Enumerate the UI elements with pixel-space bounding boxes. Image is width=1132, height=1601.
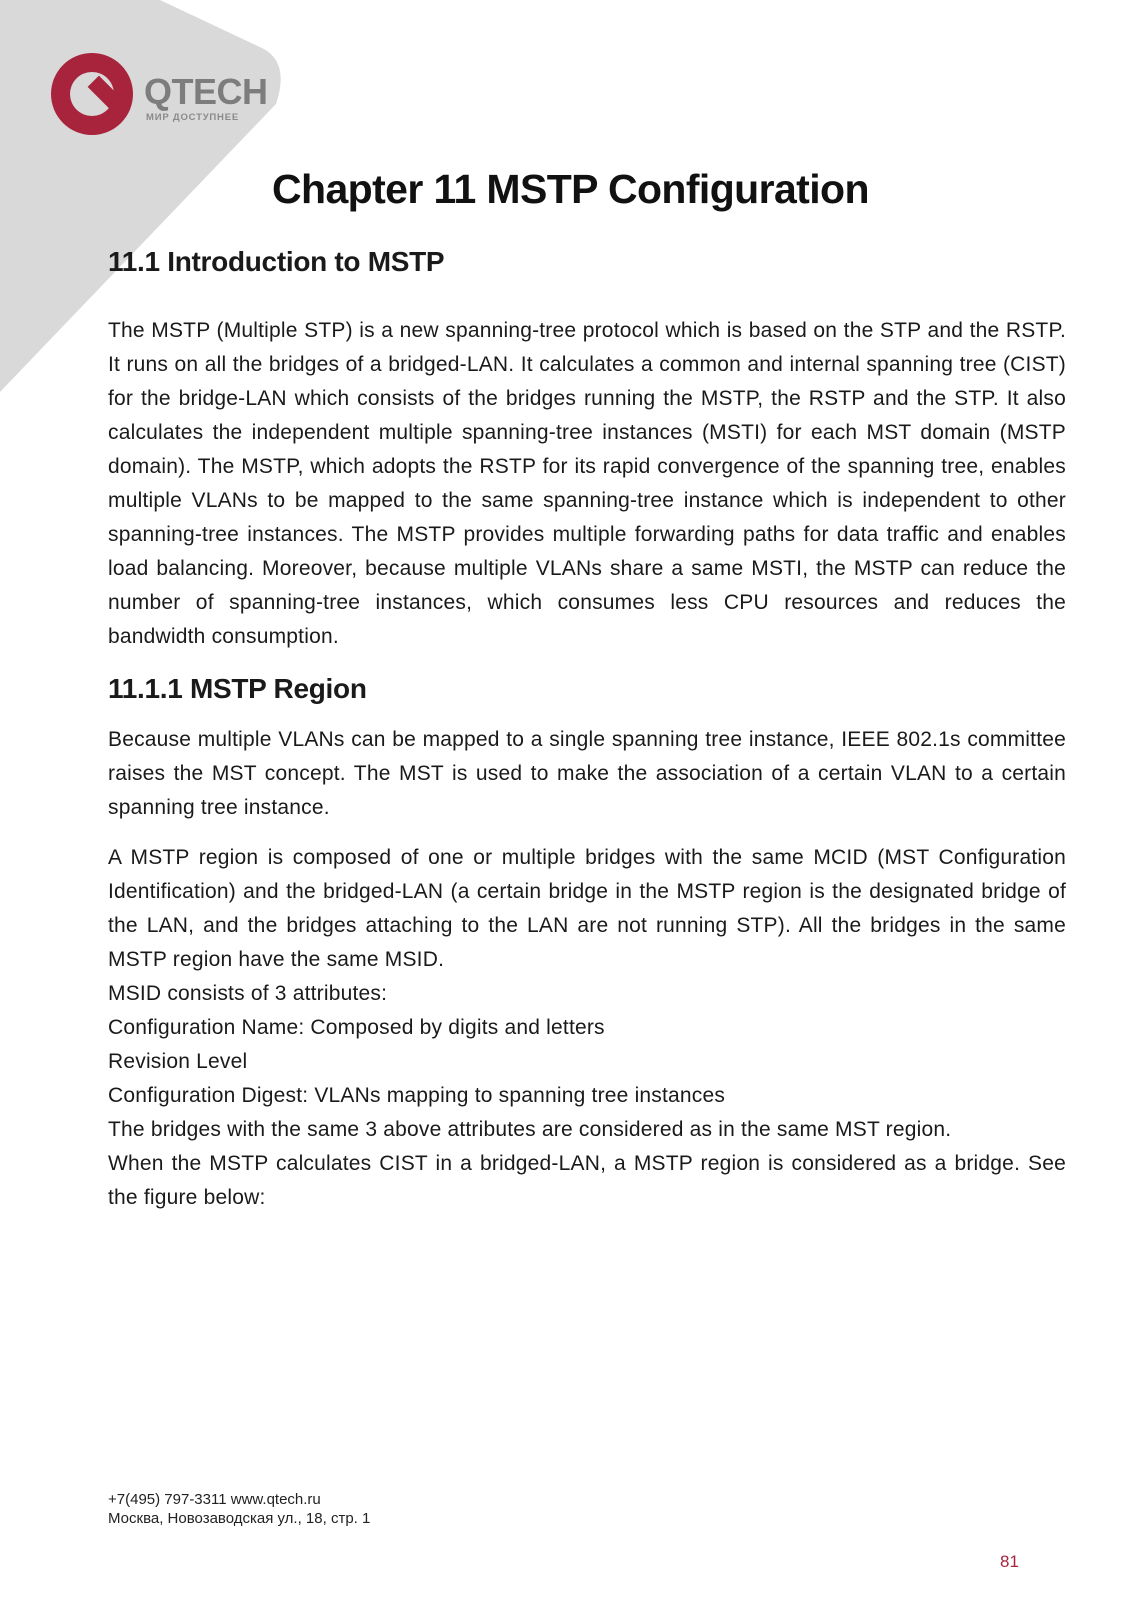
qtech-logo-icon [50, 52, 134, 136]
qtech-logo [50, 52, 290, 140]
footer-address: Москва, Новозаводская ул., 18, стр. 1 [108, 1510, 371, 1527]
text-line: Configuration Digest: VLANs mapping to spanning tree instances [108, 1084, 726, 1107]
footer-contact: +7(495) 797-3311 www.qtech.ru [108, 1491, 321, 1508]
chapter-title: Chapter 11 MSTP Configuration [272, 166, 869, 212]
subsection-lines [108, 841, 1066, 1215]
text-line: When the MSTP calculates CIST in a bridged-LAN, a MSTP region is considered as a bridge. See the figure below: [108, 1152, 1066, 1209]
text-line: A MSTP region is composed of one or multiple bridges with the same MCID (MST Configuration Identification) and the bridged-LAN (a certain bridge in the MSTP region is the designated bridge of the LAN, and the bridges attaching to the LAN are not running STP). All the bridges in the same MSTP region have the same MSID. [108, 846, 1066, 971]
text-line: Revision Level [108, 1050, 248, 1073]
text-line: Configuration Name: Composed by digits and letters [108, 1016, 605, 1039]
subsection-heading: 11.1.1 MSTP Region [108, 673, 367, 704]
logo-tagline: МИР ДОСТУПНЕЕ [146, 112, 239, 123]
logo-wordmark: QTECH [144, 71, 268, 112]
page-number: 81 [1000, 1552, 1019, 1571]
text-line: MSID consists of 3 attributes: [108, 982, 388, 1005]
section-paragraph: The MSTP (Multiple STP) is a new spanning-tree protocol which is based on the STP and the RSTP. It runs on all the bridges of a bridged-LAN. It calculates a common and internal spanning tree (CIST) for the bridge-LAN which consists of the bridges running the MSTP, the RSTP and the STP. It also calculates the independent multiple spanning-tree instances (MSTI) for each MST domain (MSTP domain). The MSTP, which adopts the RSTP for its rapid convergence of the spanning tree, enables multiple VLANs to be mapped to the same spanning-tree instance which is independent to other spanning-tree instances. The MSTP provides multiple forwarding paths for data traffic and enables load balancing. Moreover, because multiple VLANs share a same MSTI, the MSTP can reduce the number of spanning-tree instances, which consumes less CPU resources and reduces the bandwidth consumption. [108, 319, 1066, 648]
text-line: The bridges with the same 3 above attributes are considered as in the same MST region. [108, 1118, 952, 1141]
section-heading: 11.1 Introduction to MSTP [108, 246, 445, 277]
page-footer [108, 1490, 370, 1528]
subsection-paragraph: Because multiple VLANs can be mapped to a single spanning tree instance, IEEE 802.1s committee raises the MST concept. The MST is used to make the association of a certain VLAN to a certain spanning tree instance. [108, 728, 1066, 819]
